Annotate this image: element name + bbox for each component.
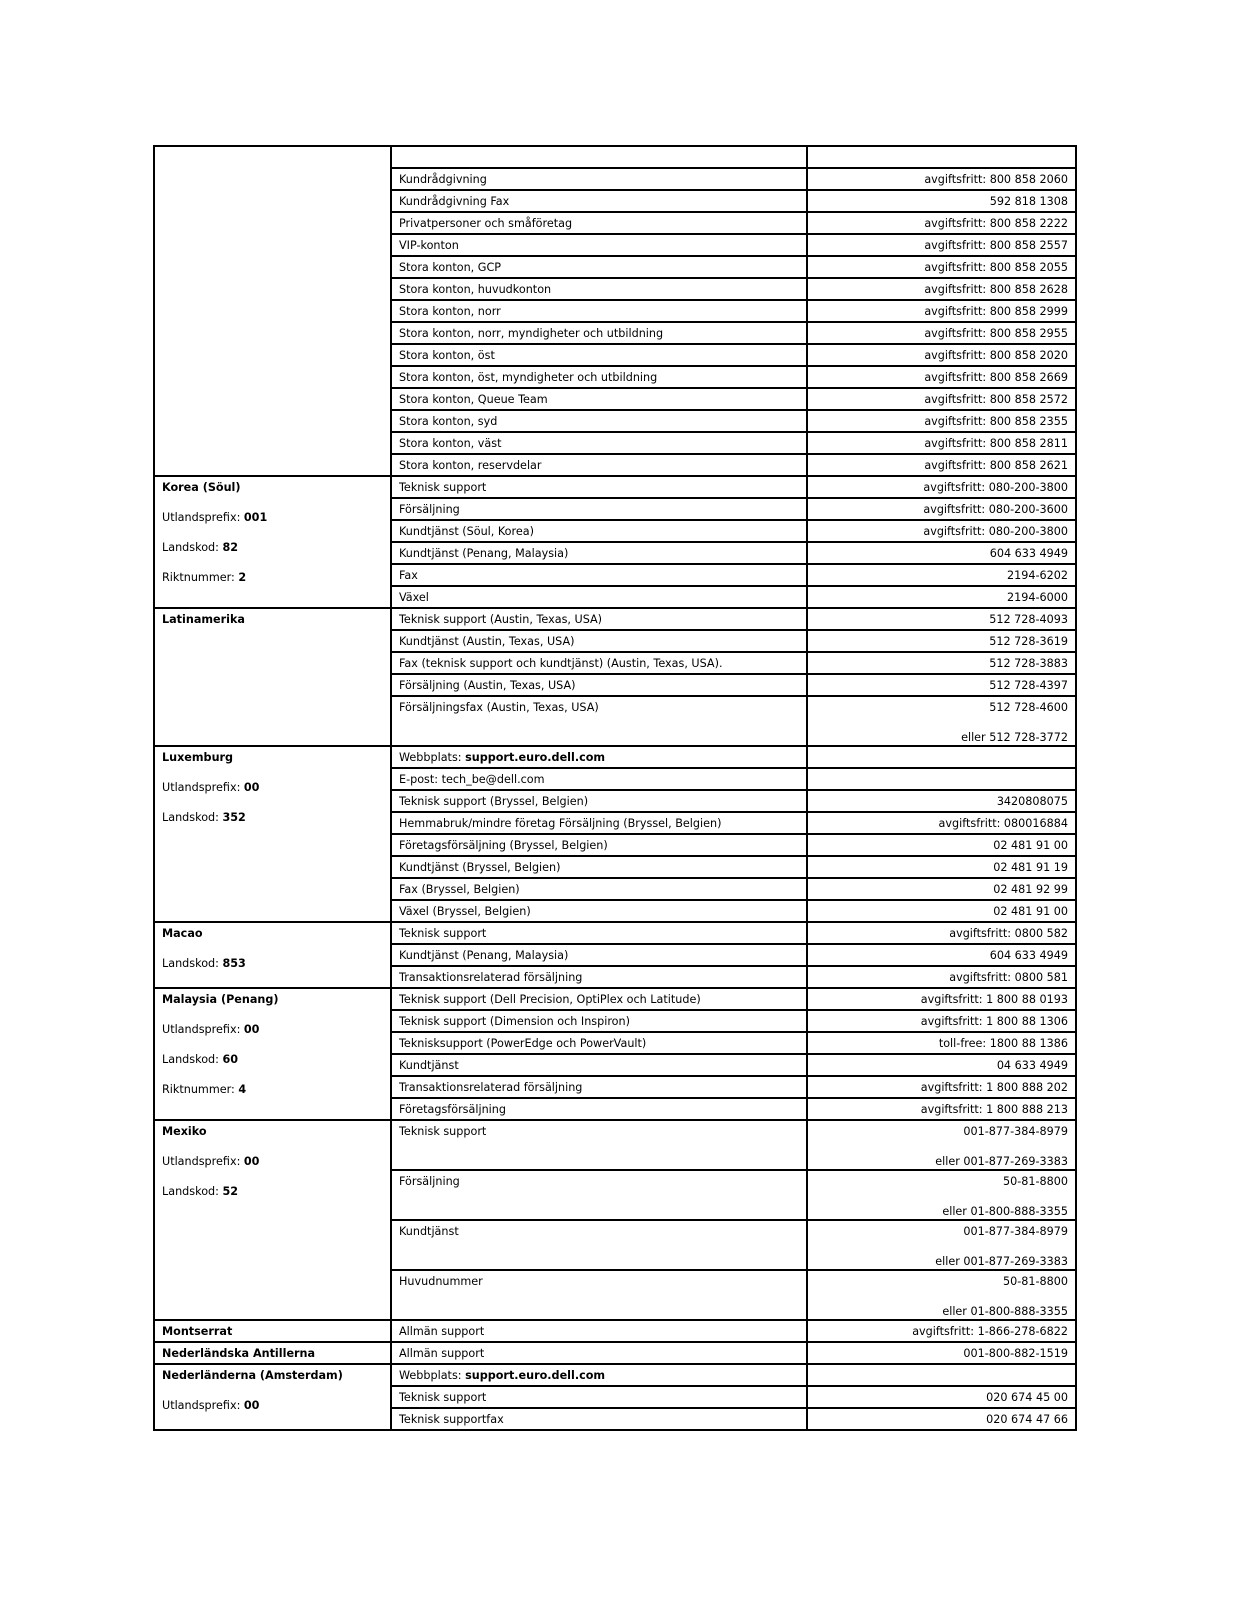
phone-number: avgiftsfritt: 800 858 2811 bbox=[924, 437, 1068, 450]
intl-prefix-label: Utlandsprefix: bbox=[162, 511, 244, 524]
service-label: Fax (Bryssel, Belgien) bbox=[399, 883, 520, 896]
intl-prefix-label: Utlandsprefix: bbox=[162, 1399, 244, 1412]
number-cell bbox=[807, 878, 1076, 900]
service-cell bbox=[391, 1408, 807, 1430]
number-cell bbox=[807, 1010, 1076, 1032]
service-cell bbox=[391, 388, 807, 410]
intl-prefix-label: Utlandsprefix: bbox=[162, 781, 244, 794]
country-code-line bbox=[162, 1184, 383, 1199]
phone-number: avgiftsfritt: 800 858 2055 bbox=[924, 261, 1068, 274]
intl-prefix-value: 00 bbox=[243, 1023, 260, 1036]
phone-number: 512 728-4093 bbox=[989, 613, 1068, 626]
service-cell bbox=[391, 432, 807, 454]
phone-number: 50-81-8800 bbox=[1002, 1175, 1068, 1188]
service-cell bbox=[391, 300, 807, 322]
service-cell bbox=[391, 746, 807, 768]
service-label: Stora konton, GCP bbox=[399, 261, 502, 274]
service-label: Allmän support bbox=[399, 1325, 485, 1338]
service-label: Privatpersoner och småföretag bbox=[399, 217, 573, 230]
phone-number-alt: eller 01-800-888-3355 bbox=[942, 1205, 1068, 1218]
phone-number: 3420808075 bbox=[996, 795, 1068, 808]
table-row bbox=[154, 746, 1076, 768]
number-cell bbox=[807, 674, 1076, 696]
number-cell bbox=[807, 966, 1076, 988]
phone-number: avgiftsfritt: 0800 581 bbox=[949, 971, 1068, 984]
phone-number: 2194-6000 bbox=[1007, 591, 1068, 604]
service-label: Fax (teknisk support och kundtjänst) (Austin, Texas, USA). bbox=[399, 657, 723, 670]
number-cell bbox=[807, 256, 1076, 278]
service-cell bbox=[391, 212, 807, 234]
country-name: Latinamerika bbox=[162, 613, 245, 626]
country-name: Nederländska Antillerna bbox=[162, 1347, 316, 1360]
service-cell bbox=[391, 1010, 807, 1032]
number-cell bbox=[807, 1120, 1076, 1170]
table-row bbox=[154, 476, 1076, 498]
intl-prefix-value: 00 bbox=[243, 1155, 260, 1168]
area-code-line bbox=[162, 570, 383, 585]
number-cell bbox=[807, 234, 1076, 256]
area-code-value: 4 bbox=[238, 1083, 247, 1096]
number-cell bbox=[807, 652, 1076, 674]
service-label: Huvudnummer bbox=[399, 1275, 483, 1288]
country-name: Nederländerna (Amsterdam) bbox=[162, 1369, 343, 1382]
service-label: Växel bbox=[399, 591, 429, 604]
phone-number: avgiftsfritt: 800 858 2621 bbox=[924, 459, 1068, 472]
website-label: Webbplats: bbox=[399, 1369, 466, 1382]
phone-number: avgiftsfritt: 800 858 2222 bbox=[924, 217, 1068, 230]
intl-prefix-line bbox=[162, 510, 383, 525]
phone-number: 02 481 92 99 bbox=[993, 883, 1068, 896]
country-cell bbox=[154, 746, 391, 922]
number-cell bbox=[807, 812, 1076, 834]
number-cell bbox=[807, 834, 1076, 856]
service-cell bbox=[391, 1220, 807, 1270]
country-cell bbox=[154, 1364, 391, 1430]
service-label: Kundrådgivning Fax bbox=[399, 195, 510, 208]
service-cell bbox=[391, 608, 807, 630]
service-cell bbox=[391, 966, 807, 988]
service-cell bbox=[391, 1270, 807, 1320]
number-cell bbox=[807, 146, 1076, 168]
service-label: Hemmabruk/mindre företag Försäljning (Bryssel, Belgien) bbox=[399, 817, 722, 830]
phone-number: avgiftsfritt: 800 858 2628 bbox=[924, 283, 1068, 296]
country-cell bbox=[154, 1342, 391, 1364]
service-label: Stora konton, norr bbox=[399, 305, 501, 318]
service-cell bbox=[391, 1320, 807, 1342]
number-cell bbox=[807, 454, 1076, 476]
service-cell bbox=[391, 1364, 807, 1386]
phone-number: 512 728-4600 bbox=[989, 701, 1068, 714]
service-label: Kundrådgivning bbox=[399, 173, 487, 186]
service-label: Företagsförsäljning (Bryssel, Belgien) bbox=[399, 839, 608, 852]
service-label: Kundtjänst (Penang, Malaysia) bbox=[399, 547, 569, 560]
country-code-line bbox=[162, 540, 383, 555]
phone-number: 50-81-8800 bbox=[1002, 1275, 1068, 1288]
phone-number: avgiftsfritt: 080016884 bbox=[938, 817, 1068, 830]
table-row bbox=[154, 1364, 1076, 1386]
country-name: Mexiko bbox=[162, 1125, 207, 1138]
service-cell bbox=[391, 586, 807, 608]
phone-number: avgiftsfritt: 080-200-3800 bbox=[923, 481, 1068, 494]
number-cell bbox=[807, 498, 1076, 520]
service-label: Stora konton, syd bbox=[399, 415, 498, 428]
website-link[interactable]: support.euro.dell.com bbox=[465, 1369, 606, 1382]
country-code-label: Landskod: bbox=[162, 541, 223, 554]
service-label: E-post: tech_be@dell.com bbox=[399, 773, 545, 786]
service-label: Kundtjänst (Söul, Korea) bbox=[399, 525, 534, 538]
country-cell bbox=[154, 476, 391, 608]
country-name: Montserrat bbox=[162, 1325, 233, 1338]
phone-number: avgiftsfritt: 080-200-3600 bbox=[923, 503, 1068, 516]
number-cell bbox=[807, 190, 1076, 212]
number-cell bbox=[807, 278, 1076, 300]
service-cell bbox=[391, 674, 807, 696]
table-row bbox=[154, 608, 1076, 630]
service-cell bbox=[391, 1120, 807, 1170]
country-code-label: Landskod: bbox=[162, 957, 223, 970]
service-cell bbox=[391, 454, 807, 476]
service-label: Teknisk support (Dimension och Inspiron) bbox=[399, 1015, 630, 1028]
service-label: Stora konton, Queue Team bbox=[399, 393, 548, 406]
service-cell bbox=[391, 834, 807, 856]
number-cell bbox=[807, 922, 1076, 944]
service-label: Teknisk support (Austin, Texas, USA) bbox=[399, 613, 603, 626]
phone-number: avgiftsfritt: 800 858 2557 bbox=[924, 239, 1068, 252]
number-cell bbox=[807, 1220, 1076, 1270]
service-cell bbox=[391, 234, 807, 256]
service-label: Teknisk support (Dell Precision, OptiPlex och Latitude) bbox=[399, 993, 701, 1006]
number-cell bbox=[807, 432, 1076, 454]
country-code-line bbox=[162, 810, 383, 825]
number-cell bbox=[807, 768, 1076, 790]
table-row bbox=[154, 1120, 1076, 1170]
country-code-value: 352 bbox=[222, 811, 246, 824]
intl-prefix-line bbox=[162, 1022, 383, 1037]
service-label: Transaktionsrelaterad försäljning bbox=[399, 971, 583, 984]
service-cell bbox=[391, 322, 807, 344]
service-cell bbox=[391, 900, 807, 922]
number-cell bbox=[807, 608, 1076, 630]
table-body bbox=[154, 146, 1076, 1430]
intl-prefix-label: Utlandsprefix: bbox=[162, 1023, 244, 1036]
service-cell bbox=[391, 790, 807, 812]
service-label: Kundtjänst (Austin, Texas, USA) bbox=[399, 635, 575, 648]
number-cell bbox=[807, 696, 1076, 746]
phone-number: avgiftsfritt: 1 800 888 202 bbox=[920, 1081, 1068, 1094]
number-cell bbox=[807, 630, 1076, 652]
country-name: Korea (Söul) bbox=[162, 481, 241, 494]
country-cell bbox=[154, 1120, 391, 1320]
table-row bbox=[154, 922, 1076, 944]
country-cell bbox=[154, 1320, 391, 1342]
phone-number-alt: eller 001-877-269-3383 bbox=[935, 1255, 1068, 1268]
service-cell bbox=[391, 542, 807, 564]
service-cell bbox=[391, 1098, 807, 1120]
service-cell bbox=[391, 856, 807, 878]
service-label: Växel (Bryssel, Belgien) bbox=[399, 905, 531, 918]
service-label: Stora konton, öst bbox=[399, 349, 495, 362]
service-cell bbox=[391, 812, 807, 834]
service-label: Fax bbox=[399, 569, 418, 582]
number-cell bbox=[807, 564, 1076, 586]
contact-table bbox=[153, 145, 1077, 1431]
intl-prefix-label: Utlandsprefix: bbox=[162, 1155, 244, 1168]
phone-number: 04 633 4949 bbox=[996, 1059, 1068, 1072]
service-cell bbox=[391, 168, 807, 190]
number-cell bbox=[807, 1320, 1076, 1342]
phone-number: 2194-6202 bbox=[1007, 569, 1068, 582]
service-label: Stora konton, huvudkonton bbox=[399, 283, 552, 296]
service-cell bbox=[391, 344, 807, 366]
service-label: Allmän support bbox=[399, 1347, 485, 1360]
service-cell bbox=[391, 256, 807, 278]
intl-prefix-line bbox=[162, 1398, 383, 1413]
number-cell bbox=[807, 542, 1076, 564]
phone-number: 604 633 4949 bbox=[989, 547, 1068, 560]
service-label: Teknisk support bbox=[399, 927, 487, 940]
phone-number-alt: eller 001-877-269-3383 bbox=[935, 1155, 1068, 1168]
country-cell bbox=[154, 922, 391, 988]
service-cell bbox=[391, 564, 807, 586]
service-cell bbox=[391, 988, 807, 1010]
area-code-label: Riktnummer: bbox=[162, 571, 239, 584]
country-cell bbox=[154, 988, 391, 1120]
table-row bbox=[154, 988, 1076, 1010]
service-label: Försäljning bbox=[399, 503, 460, 516]
service-label: Stora konton, norr, myndigheter och utbildning bbox=[399, 327, 664, 340]
number-cell bbox=[807, 1364, 1076, 1386]
service-cell bbox=[391, 944, 807, 966]
number-cell bbox=[807, 1342, 1076, 1364]
service-label: Stora konton, öst, myndigheter och utbildning bbox=[399, 371, 658, 384]
website-label: Webbplats: bbox=[399, 751, 466, 764]
number-cell bbox=[807, 988, 1076, 1010]
phone-number: avgiftsfritt: 800 858 2020 bbox=[924, 349, 1068, 362]
service-cell bbox=[391, 1032, 807, 1054]
number-cell bbox=[807, 1408, 1076, 1430]
table-row bbox=[154, 1320, 1076, 1342]
service-label: Teknisksupport (PowerEdge och PowerVault) bbox=[399, 1037, 647, 1050]
phone-number: avgiftsfritt: 800 858 2669 bbox=[924, 371, 1068, 384]
number-cell bbox=[807, 344, 1076, 366]
phone-number: 512 728-4397 bbox=[989, 679, 1068, 692]
phone-number: 020 674 47 66 bbox=[986, 1413, 1068, 1426]
number-cell bbox=[807, 790, 1076, 812]
service-label: Stora konton, väst bbox=[399, 437, 502, 450]
service-cell bbox=[391, 476, 807, 498]
number-cell bbox=[807, 1170, 1076, 1220]
number-cell bbox=[807, 1032, 1076, 1054]
area-code-value: 2 bbox=[238, 571, 247, 584]
intl-prefix-line bbox=[162, 1154, 383, 1169]
number-cell bbox=[807, 746, 1076, 768]
phone-number: 001-877-384-8979 bbox=[963, 1125, 1068, 1138]
number-cell bbox=[807, 1270, 1076, 1320]
country-code-value: 60 bbox=[222, 1053, 239, 1066]
number-cell bbox=[807, 856, 1076, 878]
phone-number: avgiftsfritt: 080-200-3800 bbox=[923, 525, 1068, 538]
phone-number: 001-877-384-8979 bbox=[963, 1225, 1068, 1238]
country-cell bbox=[154, 146, 391, 476]
country-cell bbox=[154, 608, 391, 746]
country-code-label: Landskod: bbox=[162, 811, 223, 824]
country-code-line bbox=[162, 956, 383, 971]
phone-number-alt: eller 01-800-888-3355 bbox=[942, 1305, 1068, 1318]
country-code-label: Landskod: bbox=[162, 1185, 223, 1198]
service-cell bbox=[391, 1386, 807, 1408]
phone-number: 02 481 91 00 bbox=[993, 839, 1068, 852]
service-cell bbox=[391, 878, 807, 900]
service-label: Stora konton, reservdelar bbox=[399, 459, 542, 472]
service-cell bbox=[391, 696, 807, 746]
service-cell bbox=[391, 630, 807, 652]
phone-number: avgiftsfritt: 0800 582 bbox=[949, 927, 1068, 940]
service-label: Teknisk support (Bryssel, Belgien) bbox=[399, 795, 589, 808]
service-label: VIP-konton bbox=[399, 239, 459, 252]
phone-number-alt: eller 512 728-3772 bbox=[961, 731, 1068, 744]
phone-number: 512 728-3619 bbox=[989, 635, 1068, 648]
country-code-label: Landskod: bbox=[162, 1053, 223, 1066]
number-cell bbox=[807, 388, 1076, 410]
phone-number: avgiftsfritt: 800 858 2355 bbox=[924, 415, 1068, 428]
intl-prefix-line bbox=[162, 780, 383, 795]
phone-number: avgiftsfritt: 1-866-278-6822 bbox=[912, 1325, 1068, 1338]
country-code-value: 52 bbox=[222, 1185, 239, 1198]
service-cell bbox=[391, 520, 807, 542]
service-cell bbox=[391, 652, 807, 674]
service-cell bbox=[391, 1076, 807, 1098]
website-link[interactable]: support.euro.dell.com bbox=[465, 751, 606, 764]
phone-number: 604 633 4949 bbox=[989, 949, 1068, 962]
service-label: Teknisk support bbox=[399, 1391, 487, 1404]
service-cell bbox=[391, 410, 807, 432]
intl-prefix-value: 00 bbox=[243, 1399, 260, 1412]
phone-number: avgiftsfritt: 800 858 2999 bbox=[924, 305, 1068, 318]
number-cell bbox=[807, 1076, 1076, 1098]
service-cell bbox=[391, 190, 807, 212]
number-cell bbox=[807, 944, 1076, 966]
phone-number: 02 481 91 19 bbox=[993, 861, 1068, 874]
service-cell bbox=[391, 146, 807, 168]
phone-number: 001-800-882-1519 bbox=[963, 1347, 1068, 1360]
country-name: Luxemburg bbox=[162, 751, 234, 764]
service-label: Försäljning (Austin, Texas, USA) bbox=[399, 679, 576, 692]
number-cell bbox=[807, 366, 1076, 388]
number-cell bbox=[807, 322, 1076, 344]
phone-number: avgiftsfritt: 1 800 88 0193 bbox=[920, 993, 1068, 1006]
number-cell bbox=[807, 1098, 1076, 1120]
intl-prefix-value: 00 bbox=[243, 781, 260, 794]
number-cell bbox=[807, 168, 1076, 190]
service-cell bbox=[391, 1170, 807, 1220]
service-label: Transaktionsrelaterad försäljning bbox=[399, 1081, 583, 1094]
phone-number: 02 481 91 00 bbox=[993, 905, 1068, 918]
number-cell bbox=[807, 300, 1076, 322]
number-cell bbox=[807, 212, 1076, 234]
service-cell bbox=[391, 768, 807, 790]
service-cell bbox=[391, 1342, 807, 1364]
phone-number: avgiftsfritt: 1 800 88 1306 bbox=[920, 1015, 1068, 1028]
phone-number: 512 728-3883 bbox=[989, 657, 1068, 670]
number-cell bbox=[807, 476, 1076, 498]
country-code-line bbox=[162, 1052, 383, 1067]
service-label: Kundtjänst (Penang, Malaysia) bbox=[399, 949, 569, 962]
phone-number: 020 674 45 00 bbox=[986, 1391, 1068, 1404]
service-label: Teknisk support bbox=[399, 481, 487, 494]
country-code-value: 82 bbox=[222, 541, 239, 554]
area-code-label: Riktnummer: bbox=[162, 1083, 239, 1096]
country-code-value: 853 bbox=[222, 957, 246, 970]
service-label: Kundtjänst bbox=[399, 1059, 459, 1072]
phone-number: toll-free: 1800 88 1386 bbox=[938, 1037, 1068, 1050]
number-cell bbox=[807, 586, 1076, 608]
number-cell bbox=[807, 1054, 1076, 1076]
table-row bbox=[154, 146, 1076, 168]
area-code-line bbox=[162, 1082, 383, 1097]
number-cell bbox=[807, 410, 1076, 432]
service-label: Kundtjänst bbox=[399, 1225, 459, 1238]
service-label: Försäljningsfax (Austin, Texas, USA) bbox=[399, 701, 599, 714]
service-label: Försäljning bbox=[399, 1175, 460, 1188]
phone-number: avgiftsfritt: 800 858 2060 bbox=[924, 173, 1068, 186]
country-name: Malaysia (Penang) bbox=[162, 993, 279, 1006]
service-cell bbox=[391, 1054, 807, 1076]
service-cell bbox=[391, 922, 807, 944]
table-row bbox=[154, 1342, 1076, 1364]
service-label: Företagsförsäljning bbox=[399, 1103, 506, 1116]
country-name: Macao bbox=[162, 927, 203, 940]
number-cell bbox=[807, 900, 1076, 922]
service-label: Teknisk support bbox=[399, 1125, 487, 1138]
phone-number: avgiftsfritt: 800 858 2955 bbox=[924, 327, 1068, 340]
phone-number: 592 818 1308 bbox=[989, 195, 1068, 208]
service-cell bbox=[391, 278, 807, 300]
service-cell bbox=[391, 498, 807, 520]
service-label: Teknisk supportfax bbox=[399, 1413, 504, 1426]
phone-number: avgiftsfritt: 800 858 2572 bbox=[924, 393, 1068, 406]
intl-prefix-value: 001 bbox=[243, 511, 268, 524]
service-label: Kundtjänst (Bryssel, Belgien) bbox=[399, 861, 561, 874]
service-cell bbox=[391, 366, 807, 388]
number-cell bbox=[807, 1386, 1076, 1408]
number-cell bbox=[807, 520, 1076, 542]
phone-number: avgiftsfritt: 1 800 888 213 bbox=[920, 1103, 1068, 1116]
